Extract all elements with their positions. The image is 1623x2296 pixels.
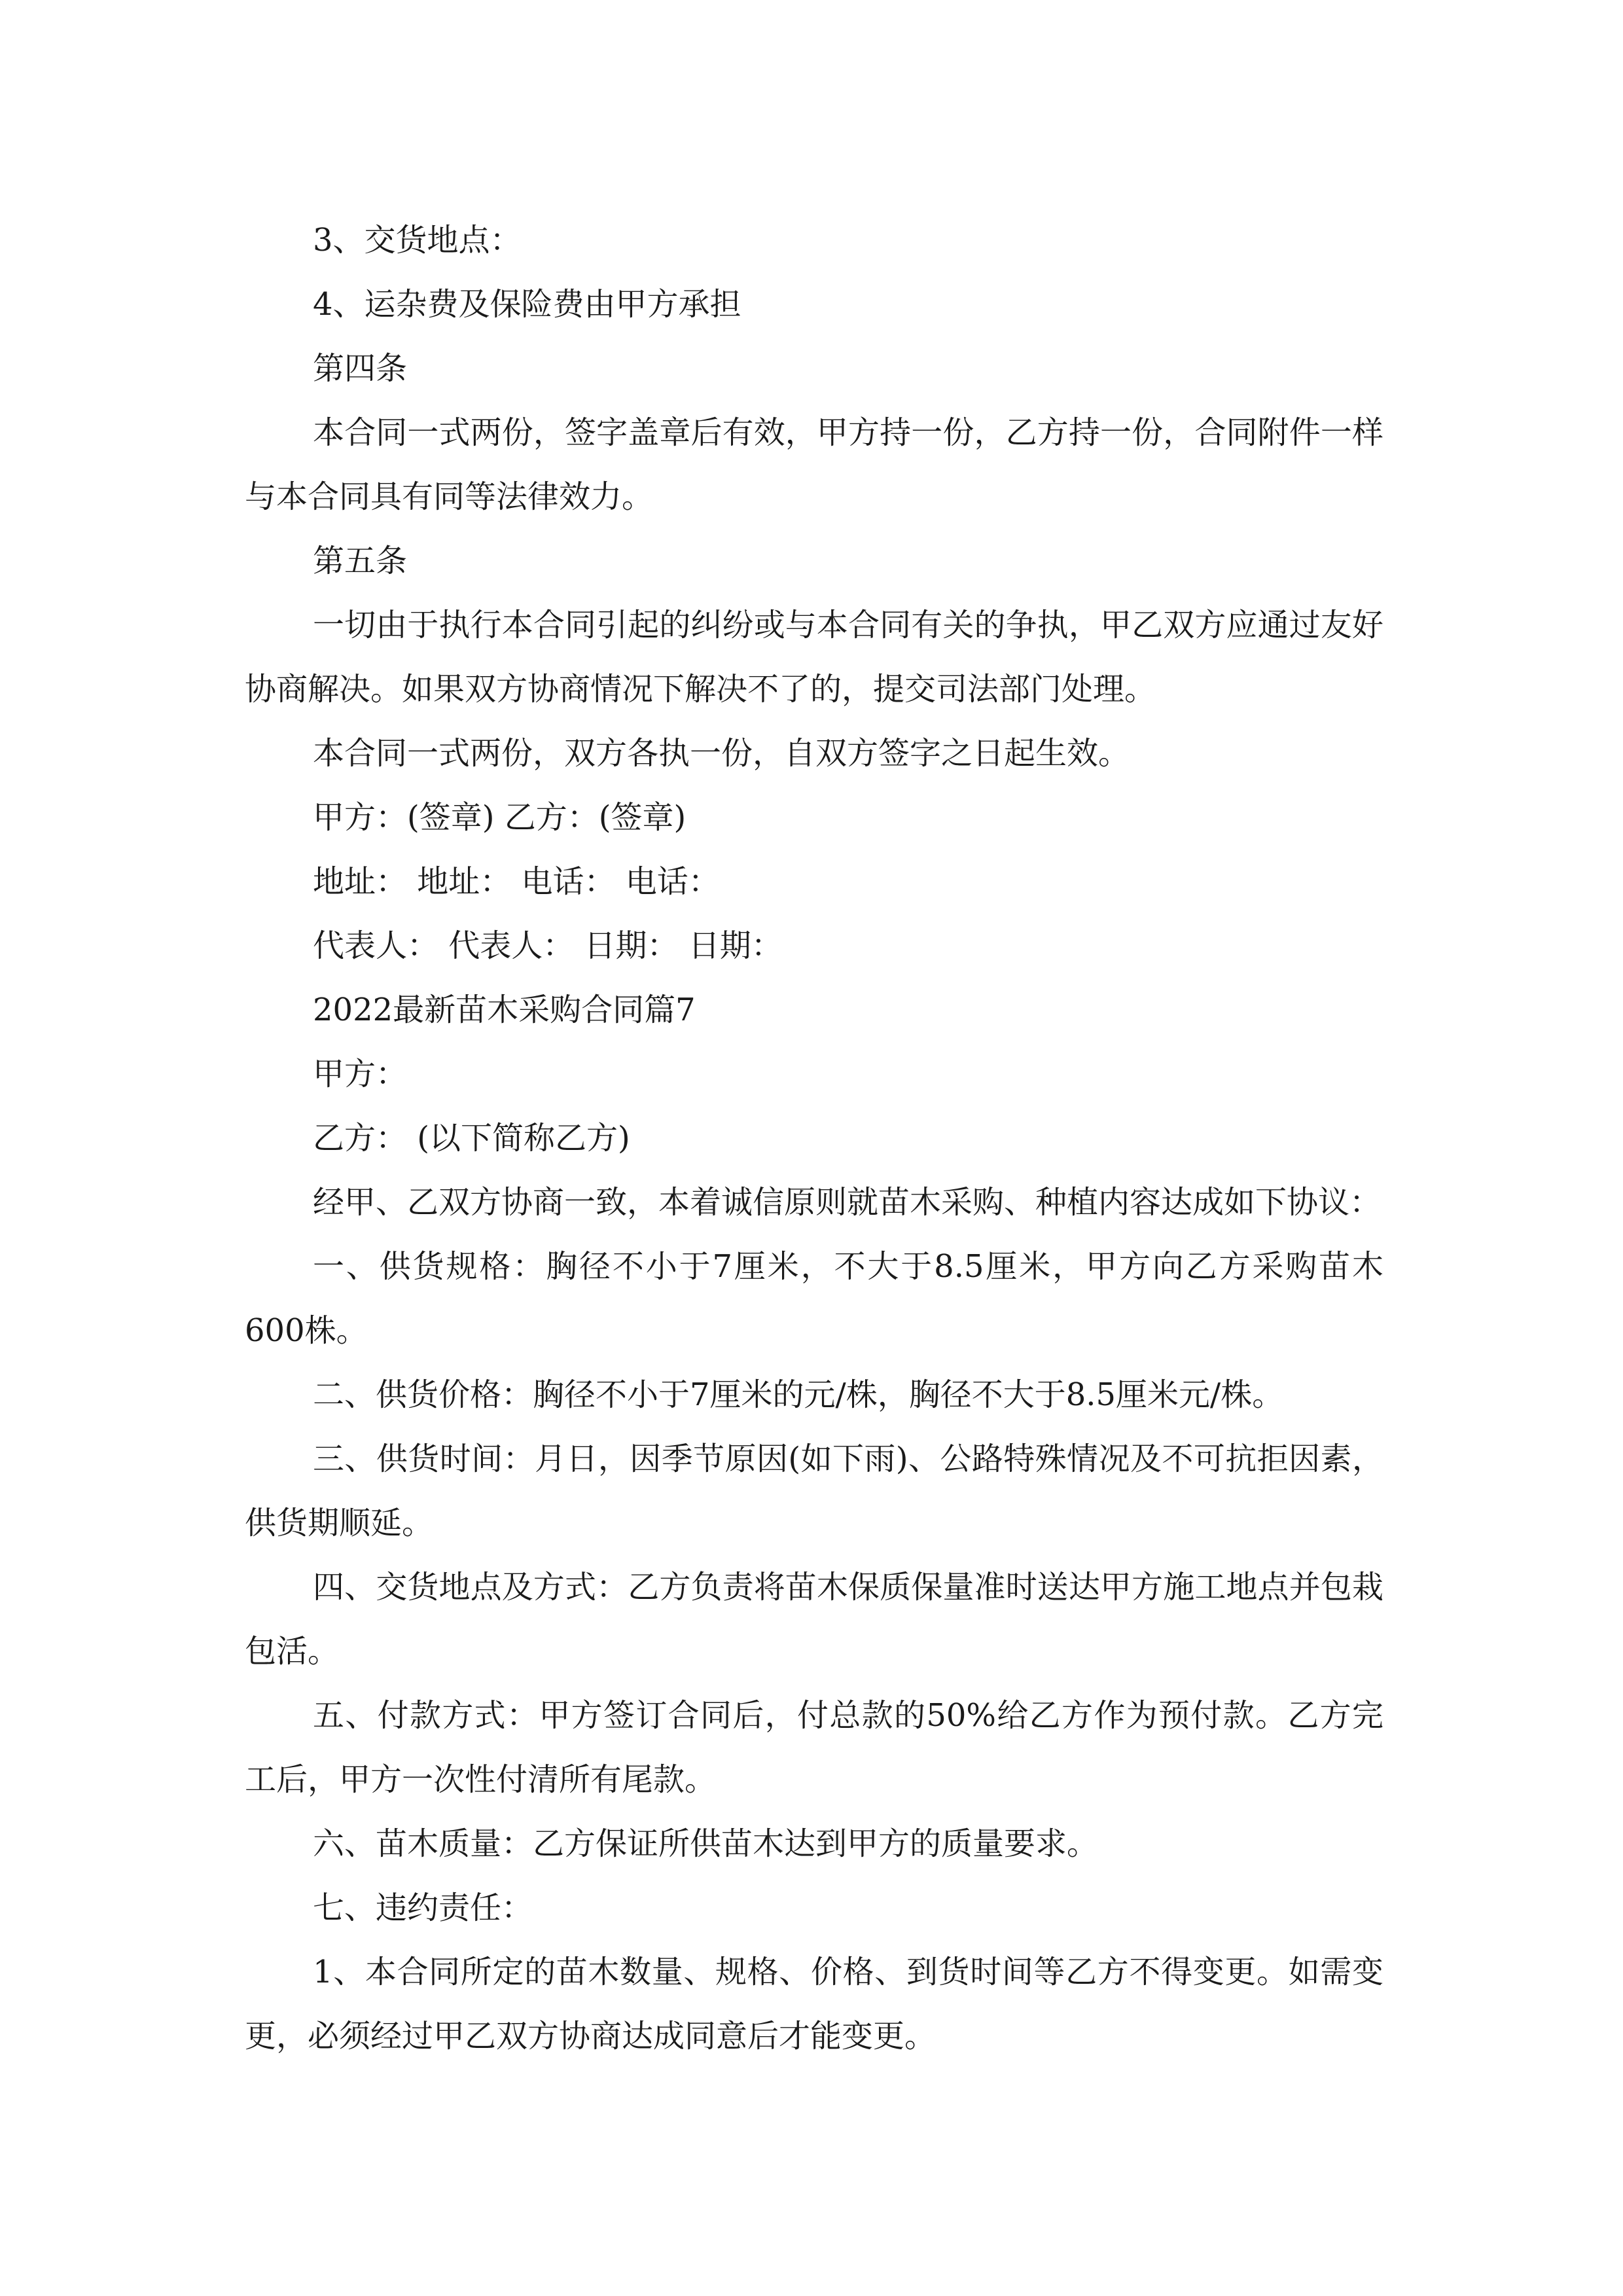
clause-delivery-method: 四、交货地点及方式：乙方负责将苗木保质保量准时送达甲方施工地点并包栽包活。 (245, 1569, 1383, 1670)
address-phone-line: 地址： 地址： 电话： 电话： (313, 863, 720, 900)
article-five-body: 一切由于执行本合同引起的纠纷或与本合同有关的争执，甲乙双方应通过友好协商解决。如果双方协商情况下解决不了的，提交司法部门处理。 (245, 607, 1383, 708)
document-body (245, 208, 1383, 2068)
representative-date-line: 代表人： 代表人： 日期： 日期： (313, 927, 783, 964)
clause-delivery-location: 3、交货地点： (313, 222, 522, 259)
clause-liability-heading: 七、违约责任： (313, 1890, 533, 1926)
article-four-heading: 第四条 (313, 350, 408, 387)
article-five-heading: 第五条 (313, 543, 408, 579)
clause-supply-spec: 一、供货规格：胸径不小于7厘米，不大于8.5厘米，甲方向乙方采购苗木600株。 (245, 1248, 1383, 1349)
clause-supply-price: 二、供货价格：胸径不小于7厘米的元/株，胸径不大于8.5厘米元/株。 (313, 1376, 1284, 1413)
effectiveness-statement: 本合同一式两份，双方各执一份，自双方签字之日起生效。 (313, 735, 1130, 772)
agreement-intro: 经甲、乙双方协商一致，本着诚信原则就苗木采购、种植内容达成如下协议： (313, 1184, 1382, 1221)
clause-payment: 五、付款方式：甲方签订合同后，付总款的50%给乙方作为预付款。乙方完工后，甲方一次性付清所有尾款。 (245, 1697, 1383, 1798)
clause-quality: 六、苗木质量：乙方保证所供苗木达到甲方的质量要求。 (313, 1825, 1099, 1862)
clause-liability-item-1: 1、本合同所定的苗木数量、规格、价格、到货时间等乙方不得变更。如需变更，必须经过甲乙双方协商达成同意后才能变更。 (245, 1954, 1383, 2054)
party-a-line: 甲方： (313, 1056, 408, 1092)
clause-supply-time: 三、供货时间：月日，因季节原因(如下雨)、公路特殊情况及不可抗拒因素，供货期顺延。 (245, 1441, 1383, 1541)
contract-title: 2022最新苗木采购合同篇7 (313, 992, 696, 1028)
clause-freight-insurance: 4、运杂费及保险费由甲方承担 (313, 286, 741, 323)
party-b-line: 乙方： (以下简称乙方) (313, 1120, 630, 1157)
signature-line: 甲方：(签章) 乙方：(签章) (313, 799, 687, 836)
article-four-body: 本合同一式两份，签字盖章后有效，甲方持一份，乙方持一份，合同附件一样与本合同具有同等法律效力。 (245, 414, 1383, 515)
